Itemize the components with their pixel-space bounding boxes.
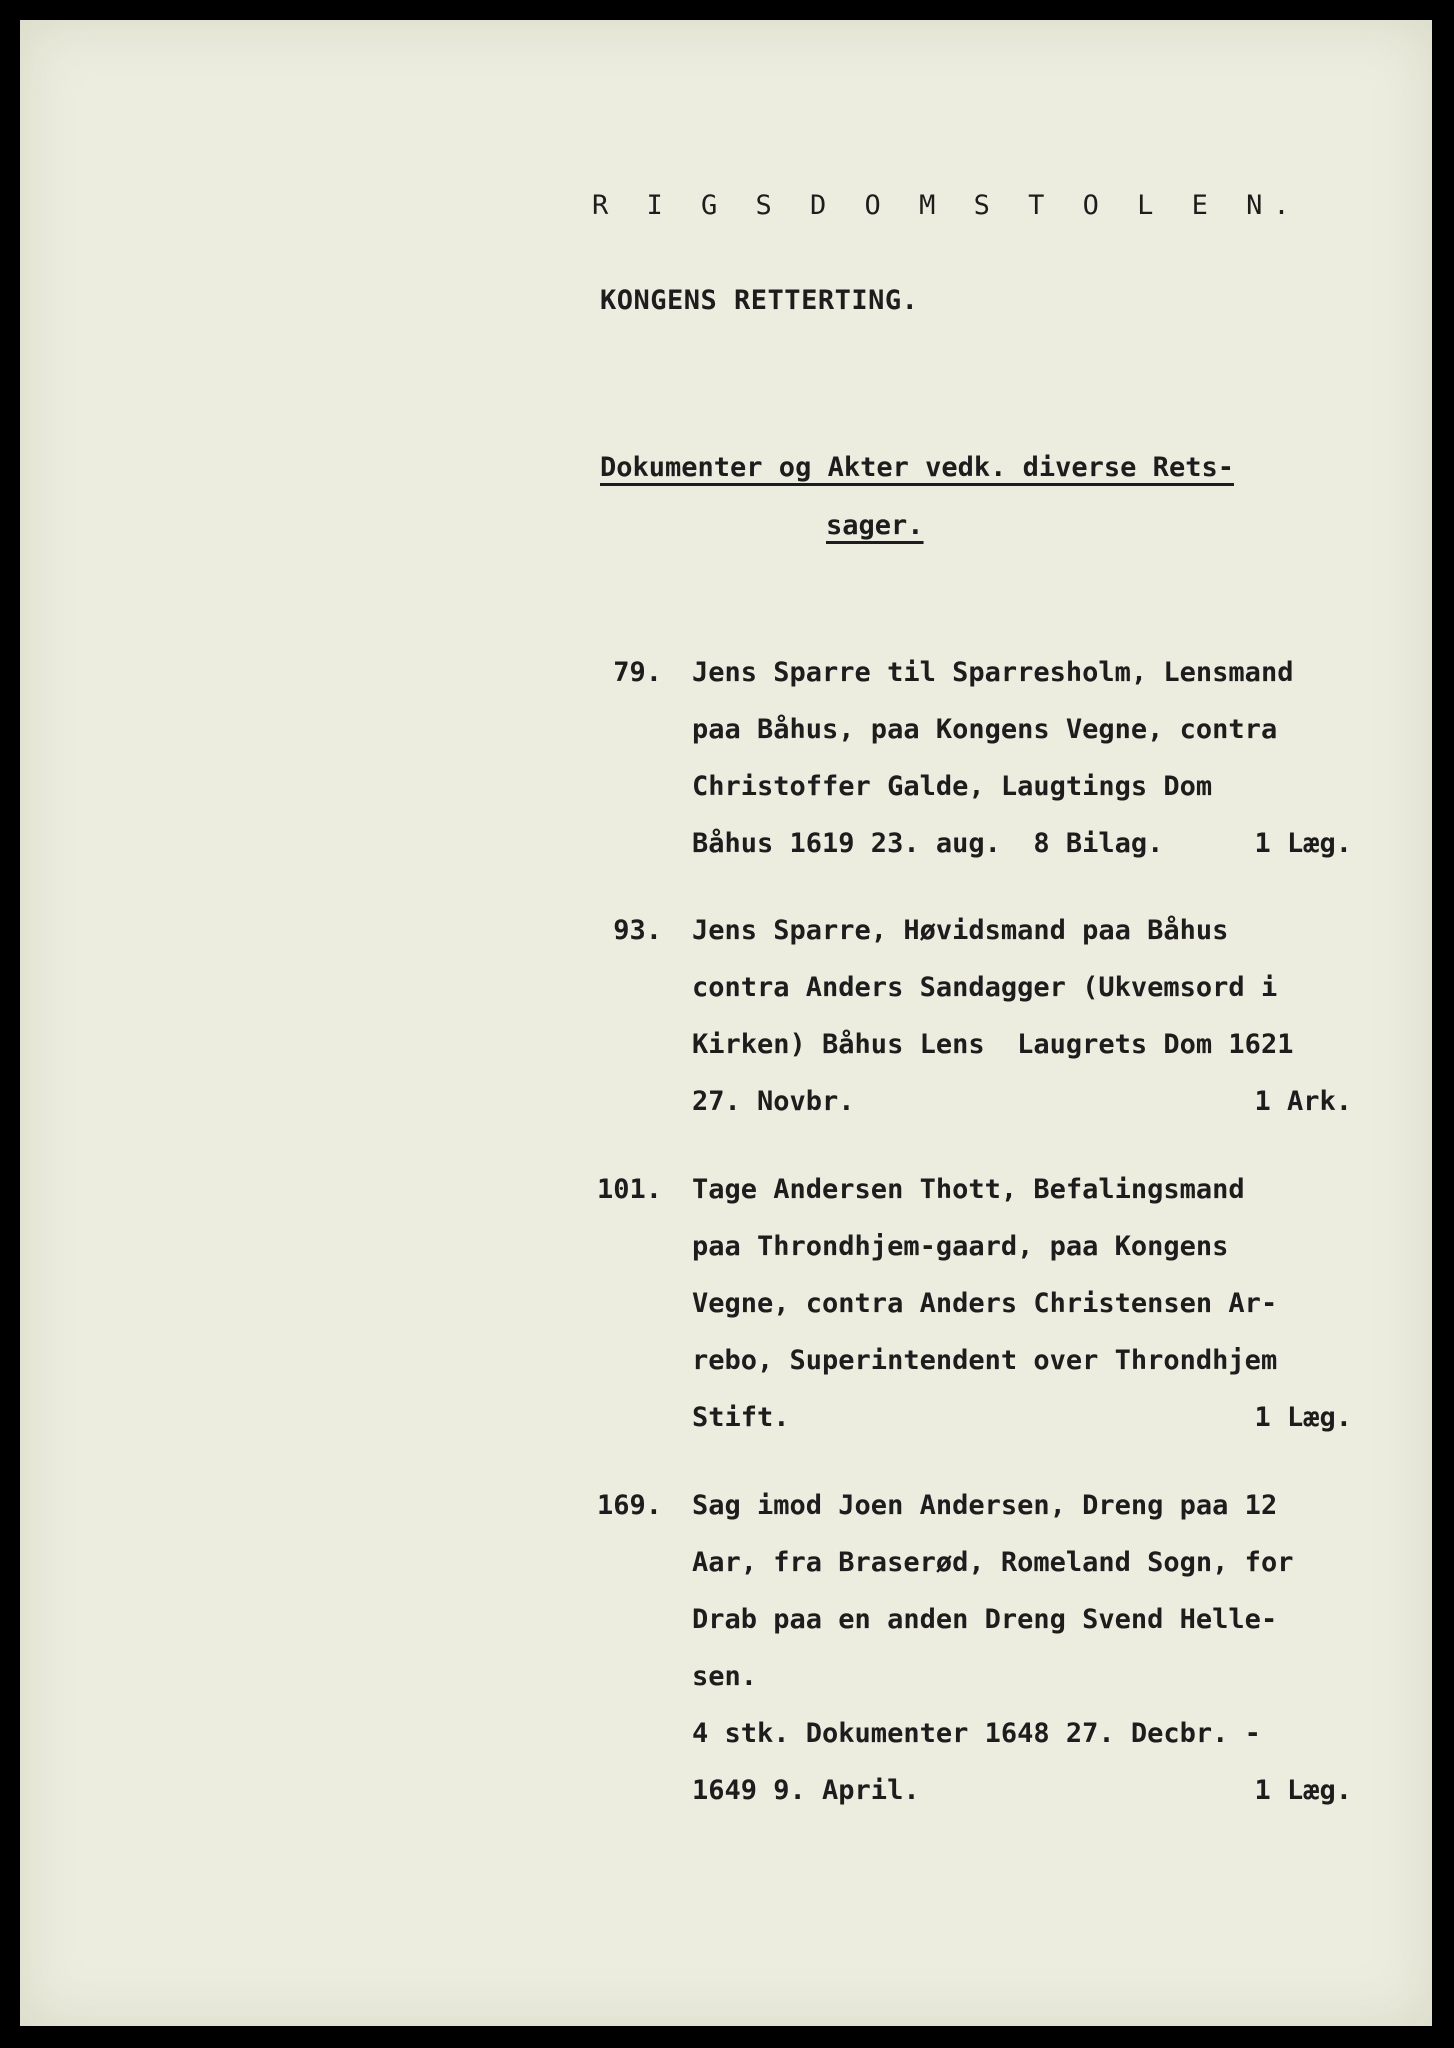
entry-line bbox=[692, 1402, 1352, 1433]
entry-number: 101. bbox=[596, 1174, 662, 1205]
entry-line-text: rebo, Superintendent over Throndhjem bbox=[692, 1345, 1278, 1376]
title-line-2: sager. bbox=[826, 510, 924, 541]
entry-line-text: Kirken) Båhus Lens Laugrets Dom 1621 bbox=[692, 1029, 1294, 1060]
entry-line bbox=[692, 1231, 1352, 1262]
entry-line bbox=[692, 1775, 1352, 1806]
entry-line bbox=[692, 1345, 1352, 1376]
entry-line bbox=[692, 1490, 1352, 1521]
entry-extent: 1 Ark. bbox=[1254, 1086, 1352, 1117]
entry-line-text: Jens Sparre, Høvidsmand paa Båhus bbox=[692, 915, 1229, 946]
entry-line bbox=[692, 1661, 1352, 1692]
entry-number: 79. bbox=[613, 657, 662, 688]
entry-line bbox=[692, 1718, 1352, 1749]
entry-number: 169. bbox=[596, 1490, 662, 1521]
entry-line-text: paa Båhus, paa Kongens Vegne, contra bbox=[692, 714, 1278, 745]
entry-line bbox=[692, 828, 1352, 859]
entry-line bbox=[692, 1604, 1352, 1635]
entry-line bbox=[692, 1288, 1352, 1319]
entry-line bbox=[692, 915, 1352, 946]
entry-line-text: sen. bbox=[692, 1661, 758, 1692]
document-page bbox=[20, 20, 1432, 2026]
entry-line-text: Stift. bbox=[692, 1402, 790, 1433]
entry-line bbox=[692, 657, 1352, 688]
entry-line bbox=[692, 771, 1352, 802]
entry-line-text: 27. Novbr. bbox=[692, 1086, 855, 1117]
entry-extent: 1 Læg. bbox=[1254, 828, 1352, 859]
section-heading: KONGENS RETTERTING. bbox=[600, 285, 919, 316]
entry-line-text: Christoffer Galde, Laugtings Dom bbox=[692, 771, 1213, 802]
entry-line-text: 1649 9. April. bbox=[692, 1775, 920, 1806]
entry-line-text: Båhus 1619 23. aug. 8 Bilag. bbox=[692, 828, 1164, 859]
entry-line bbox=[692, 1086, 1352, 1117]
entry-line bbox=[692, 1029, 1352, 1060]
entry-line-text: 4 stk. Dokumenter 1648 27. Decbr. - bbox=[692, 1718, 1261, 1749]
entry-line-text: Tage Andersen Thott, Befalingsmand bbox=[692, 1174, 1245, 1205]
entry-line-text: paa Throndhjem-gaard, paa Kongens bbox=[692, 1231, 1229, 1262]
entry-line-text: Aar, fra Braserød, Romeland Sogn, for bbox=[692, 1547, 1294, 1578]
entry-line-text: Sag imod Joen Andersen, Dreng paa 12 bbox=[692, 1490, 1278, 1521]
entry-line-text: Jens Sparre til Sparresholm, Lensmand bbox=[692, 657, 1294, 688]
entry-line-text: Drab paa en anden Dreng Svend Helle- bbox=[692, 1604, 1278, 1635]
entry-line bbox=[692, 1174, 1352, 1205]
entry-line bbox=[692, 714, 1352, 745]
court-heading: R I G S D O M S T O L E N. bbox=[592, 190, 1301, 221]
entry-extent: 1 Læg. bbox=[1254, 1402, 1352, 1433]
entry-extent: 1 Læg. bbox=[1254, 1775, 1352, 1806]
entry-line-text: Vegne, contra Anders Christensen Ar- bbox=[692, 1288, 1278, 1319]
title-line-1: Dokumenter og Akter vedk. diverse Rets- bbox=[600, 452, 1234, 483]
entry-line bbox=[692, 972, 1352, 1003]
entry-line-text: contra Anders Sandagger (Ukvemsord i bbox=[692, 972, 1278, 1003]
entry-number: 93. bbox=[613, 915, 662, 946]
entry-line bbox=[692, 1547, 1352, 1578]
